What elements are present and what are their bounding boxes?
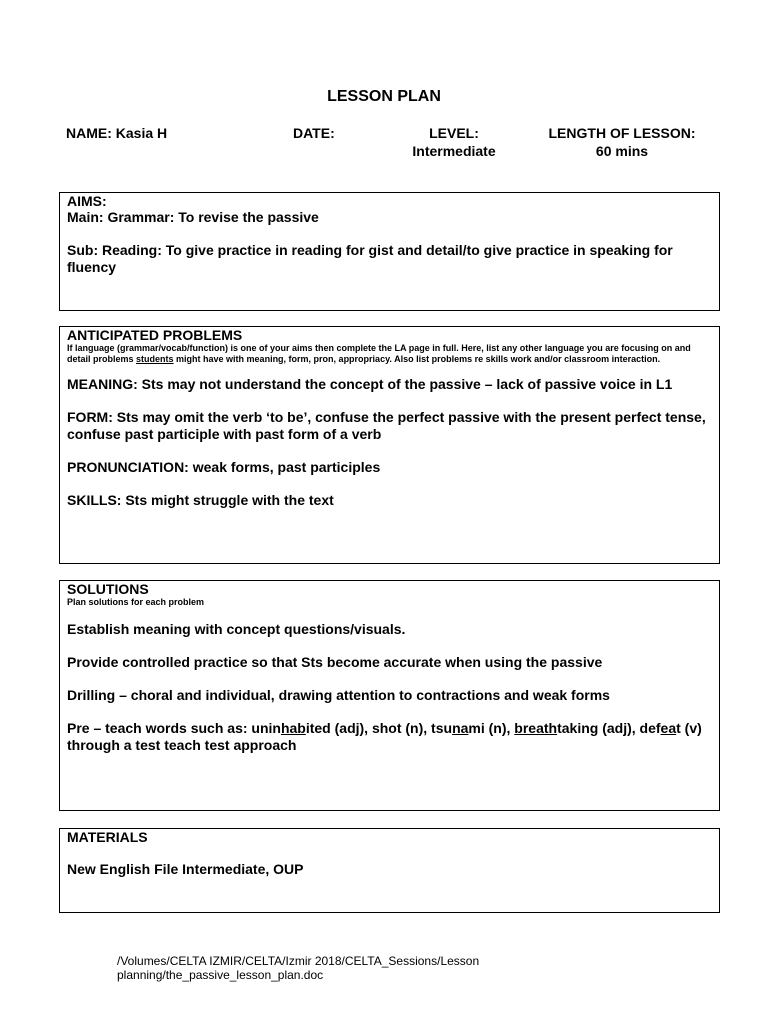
solution-4-underline-3: breath [514, 720, 558, 736]
problems-heading: ANTICIPATED PROBLEMS [67, 327, 243, 343]
solution-item-1: Establish meaning with concept questions/visuals. [67, 621, 406, 637]
solution-4-part-5: t (v) through a test teach test approach [67, 720, 702, 753]
solution-4-underline-4: ea [660, 720, 677, 736]
solutions-box [59, 580, 720, 811]
aims-heading: AIMS: [67, 193, 107, 209]
materials-heading: MATERIALS [67, 829, 148, 845]
solution-4-underline-1: hab [280, 720, 306, 736]
problem-skills: SKILLS: Sts might struggle with the text [67, 492, 334, 508]
solution-item-2: Provide controlled practice so that Sts become accurate when using the passive [67, 654, 603, 670]
page-title: LESSON PLAN [327, 88, 441, 105]
length-label: LENGTH OF LESSON: [548, 125, 696, 141]
problems-note-underlined: students [136, 354, 174, 364]
level-value: Intermediate [412, 143, 496, 159]
file-path-footer: /Volumes/CELTA IZMIR/CELTA/Izmir 2018/CELTA_Sessions/Lesson planning/the_passive_lesson_plan.doc [117, 954, 480, 982]
problem-form: FORM: Sts may omit the verb ‘to be’, confuse the perfect passive with the present perfect tense, confuse past participle with past form of a verb [67, 409, 706, 442]
solution-item-3: Drilling – choral and individual, drawing attention to contractions and weak forms [67, 687, 610, 703]
aims-sub: Sub: Reading: To give practice in reading for gist and detail/to give practice in speaking for fluency [67, 242, 673, 275]
problems-note-after: might have with meaning, form, pron, appropriacy. Also list problems re skills work and/or classroom interaction. [173, 354, 661, 364]
problem-meaning: MEANING: Sts may not understand the concept of the passive – lack of passive voice in L1 [67, 376, 673, 392]
length-field [536, 124, 708, 160]
length-value: 60 mins [595, 143, 649, 159]
aims-box [59, 192, 720, 311]
materials-item: New English File Intermediate, OUP [67, 861, 304, 877]
solution-4-part-1: Pre – teach words such as: unin [67, 720, 281, 736]
solution-4-part-3: mi (n), [468, 720, 515, 736]
level-label: LEVEL: [429, 125, 479, 141]
aims-main: Main: Grammar: To revise the passive [67, 209, 319, 225]
solution-4-underline-2: na [452, 720, 469, 736]
anticipated-problems-box [59, 326, 720, 564]
solutions-instructions: Plan solutions for each problem [67, 597, 205, 607]
name-field: NAME: Kasia H [66, 125, 168, 141]
problems-note-before: If language (grammar/vocab/function) is one of your aims then complete the LA page in full. Here, list any other language you are focusing on and detail problems [67, 343, 691, 364]
date-field: DATE: [293, 125, 335, 141]
problems-instructions [67, 343, 712, 365]
problem-pronunciation: PRONUNCIATION: weak forms, past participles [67, 459, 381, 475]
materials-box [59, 828, 720, 913]
solution-4-part-2: ited (adj), shot (n), tsu [305, 720, 453, 736]
solution-4-part-4: taking (adj), def [557, 720, 661, 736]
level-field [398, 124, 510, 160]
solutions-heading: SOLUTIONS [67, 581, 149, 597]
solution-item-4 [67, 720, 712, 754]
